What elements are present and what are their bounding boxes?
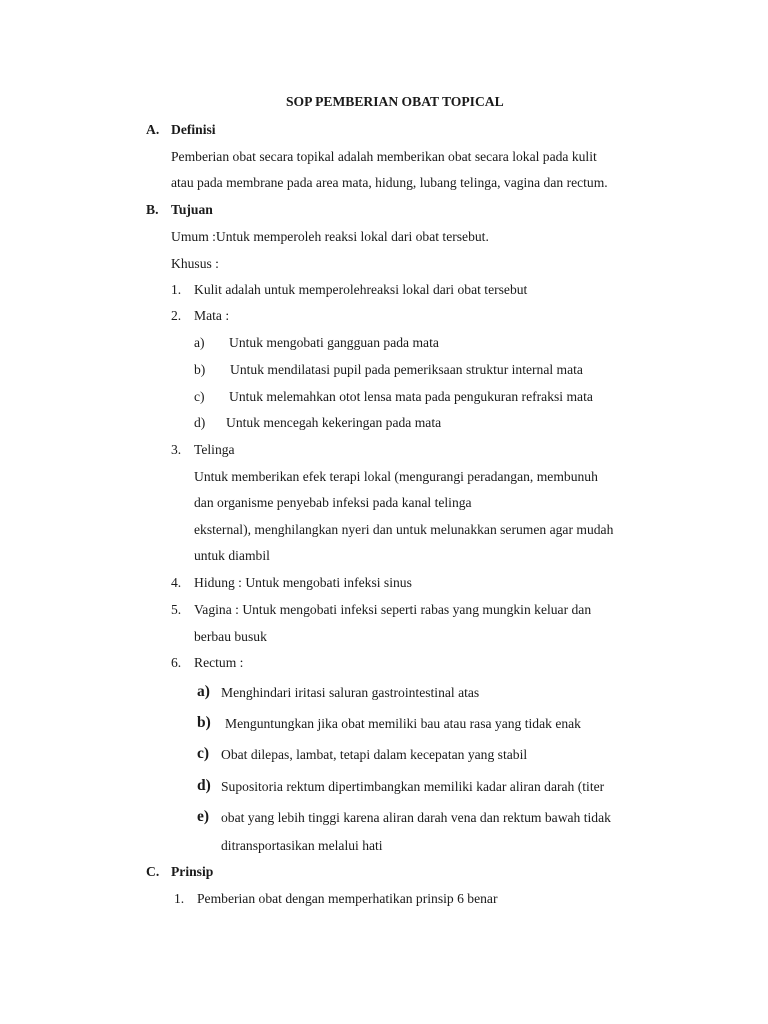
list-item-continuation: untuk diambil <box>194 548 270 563</box>
sublist-label: b) <box>197 714 211 731</box>
list-item-continuation: dan organisme penyebab infeksi pada kanal telinga <box>194 495 472 510</box>
list-item-text: Vagina : Untuk mengobati infeksi seperti rabas yang mungkin keluar dan <box>194 602 592 617</box>
sublist-text: Menguntungkan jika obat memiliki bau atau rasa yang tidak enak <box>225 716 581 731</box>
section-b-heading: Tujuan <box>171 202 213 217</box>
definition-line-1: Pemberian obat secara topikal adalah memberikan obat secara lokal pada kulit <box>171 149 597 164</box>
definition-line-2: atau pada membrane pada area mata, hidung, lubang telinga, vagina dan rectum. <box>171 175 608 190</box>
sublist-label: c) <box>194 389 205 404</box>
sublist-text: Untuk melemahkan otot lensa mata pada pengukuran refraksi mata <box>229 389 593 404</box>
list-item-number: 2. <box>171 308 182 323</box>
sublist-text: obat yang lebih tinggi karena aliran darah vena dan rektum bawah tidak <box>221 810 611 825</box>
sublist-text: Untuk mendilatasi pupil pada pemeriksaan struktur internal mata <box>230 362 583 377</box>
tujuan-khusus-label: Khusus : <box>171 256 219 271</box>
section-a-heading: Definisi <box>171 122 216 137</box>
sublist-label: a) <box>197 683 210 700</box>
sublist-label: a) <box>194 335 205 350</box>
sublist-text: Untuk mengobati gangguan pada mata <box>229 335 439 350</box>
sublist-label: e) <box>197 808 210 825</box>
tujuan-umum: Umum :Untuk memperoleh reaksi lokal dari obat tersebut. <box>171 229 489 244</box>
sublist-continuation: ditransportasikan melalui hati <box>221 838 383 853</box>
list-item-number: 6. <box>171 655 182 670</box>
section-c-marker: C. <box>146 864 160 879</box>
list-item-text: Kulit adalah untuk memperolehreaksi lokal dari obat tersebut <box>194 282 528 297</box>
list-item-number: 1. <box>171 282 182 297</box>
sublist-label: c) <box>197 745 210 762</box>
sublist-label: b) <box>194 362 206 377</box>
list-item-number: 1. <box>174 891 185 906</box>
sublist-text: Supositoria rektum dipertimbangkan memiliki kadar aliran darah (titer <box>221 779 605 794</box>
list-item-number: 4. <box>171 575 182 590</box>
section-b-marker: B. <box>146 202 159 217</box>
section-a-marker: A. <box>146 122 160 137</box>
list-item-number: 3. <box>171 442 182 457</box>
sublist-label: d) <box>194 415 206 430</box>
sublist-text: Untuk mencegah kekeringan pada mata <box>226 415 442 430</box>
page-title: SOP PEMBERIAN OBAT TOPICAL <box>286 94 504 109</box>
sublist-label: d) <box>197 777 211 794</box>
list-item-text: Rectum : <box>194 655 244 670</box>
sublist-text: Menghindari iritasi saluran gastrointestinal atas <box>221 685 480 700</box>
list-item-continuation: eksternal), menghilangkan nyeri dan untuk melunakkan serumen agar mudah <box>194 522 614 537</box>
list-item-continuation: berbau busuk <box>194 629 267 644</box>
sublist-text: Obat dilepas, lambat, tetapi dalam kecepatan yang stabil <box>221 747 528 762</box>
list-item-text: Telinga <box>194 442 235 457</box>
list-item-continuation: Untuk memberikan efek terapi lokal (mengurangi peradangan, membunuh <box>194 469 598 484</box>
list-item-text: Pemberian obat dengan memperhatikan prinsip 6 benar <box>197 891 498 906</box>
list-item-text: Hidung : Untuk mengobati infeksi sinus <box>194 575 412 590</box>
list-item-number: 5. <box>171 602 182 617</box>
section-c-heading: Prinsip <box>171 864 214 879</box>
list-item-text: Mata : <box>194 308 230 323</box>
